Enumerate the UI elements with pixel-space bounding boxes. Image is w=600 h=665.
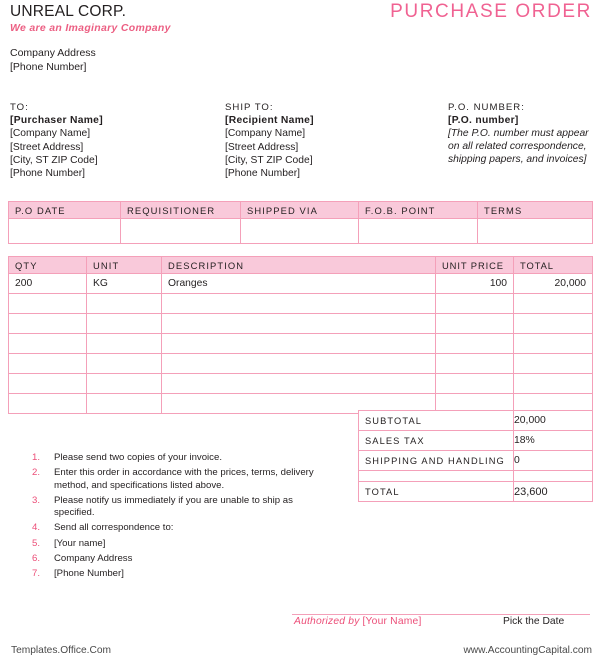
cell-total[interactable]: 20,000 bbox=[514, 274, 593, 294]
cell-unit-price[interactable] bbox=[436, 374, 514, 394]
list-item-number: 2. bbox=[32, 467, 41, 479]
totals-row-sales-tax bbox=[359, 431, 593, 451]
cell-description[interactable]: Oranges bbox=[162, 274, 436, 294]
grand-total-label: TOTAL bbox=[359, 482, 514, 502]
company-name: UNREAL CORP. bbox=[10, 3, 127, 20]
col-unit: UNIT bbox=[87, 257, 162, 274]
list-item-label: Send all correspondence to: bbox=[54, 522, 174, 534]
list-item bbox=[32, 522, 332, 535]
cell-description[interactable] bbox=[162, 294, 436, 314]
po-number-value: [P.O. number] bbox=[448, 115, 519, 127]
cell-unit[interactable] bbox=[87, 314, 162, 334]
cell-description[interactable] bbox=[162, 314, 436, 334]
cell-total[interactable] bbox=[514, 294, 593, 314]
cell-qty[interactable] bbox=[9, 334, 87, 354]
col-shipped-via: SHIPPED VIA bbox=[241, 202, 359, 219]
cell-total[interactable] bbox=[514, 334, 593, 354]
cell-description[interactable] bbox=[162, 374, 436, 394]
po-number-block bbox=[448, 101, 598, 166]
list-item bbox=[32, 467, 332, 492]
signature-rule bbox=[292, 614, 590, 615]
other-label bbox=[359, 471, 514, 482]
list-item-label: [Your name] bbox=[54, 537, 106, 549]
cell-qty[interactable] bbox=[9, 374, 87, 394]
table-row[interactable] bbox=[9, 314, 593, 334]
footer-source-label: Templates.Office.Com bbox=[11, 645, 112, 656]
list-item bbox=[32, 538, 332, 551]
cell-total[interactable] bbox=[514, 374, 593, 394]
list-item bbox=[32, 495, 332, 520]
cell-qty[interactable] bbox=[9, 294, 87, 314]
col-terms: TERMS bbox=[478, 202, 593, 219]
cell-unit-price[interactable] bbox=[436, 314, 514, 334]
cell-qty[interactable] bbox=[9, 314, 87, 334]
cell-unit[interactable]: KG bbox=[87, 274, 162, 294]
col-description: DESCRIPTION bbox=[162, 257, 436, 274]
list-item bbox=[32, 452, 332, 465]
col-po-date: P.O DATE bbox=[9, 202, 121, 219]
cell-qty[interactable]: 200 bbox=[9, 274, 87, 294]
letterhead bbox=[10, 2, 380, 74]
table-row[interactable] bbox=[9, 374, 593, 394]
list-item-number: 4. bbox=[32, 522, 41, 534]
cell-description[interactable] bbox=[162, 354, 436, 374]
field-po-date[interactable] bbox=[9, 219, 121, 244]
list-item bbox=[32, 568, 332, 581]
to-company: [Company Name] bbox=[10, 128, 91, 140]
to-city: [City, ST ZIP Code] bbox=[10, 154, 98, 166]
col-fob-point: F.O.B. POINT bbox=[359, 202, 478, 219]
authorized-by-name[interactable]: [Your Name] bbox=[362, 616, 422, 627]
company-address: Company Address bbox=[10, 47, 96, 59]
to-phone: [Phone Number] bbox=[10, 168, 85, 180]
cell-total[interactable] bbox=[514, 354, 593, 374]
po-number-caption: P.O. NUMBER: bbox=[448, 102, 525, 113]
list-item bbox=[32, 553, 332, 566]
table-row[interactable] bbox=[9, 294, 593, 314]
list-item-label: Please send two copies of your invoice. bbox=[54, 452, 222, 463]
field-terms[interactable] bbox=[478, 219, 593, 244]
list-item-number: 1. bbox=[32, 452, 41, 463]
to-block bbox=[10, 101, 210, 180]
order-info-value-row bbox=[9, 219, 593, 244]
footer-website-link[interactable]: www.AccountingCapital.com bbox=[463, 645, 592, 656]
page-title: PURCHASE ORDER bbox=[390, 1, 592, 22]
ship-to-phone: [Phone Number] bbox=[225, 168, 300, 180]
cell-unit[interactable] bbox=[87, 354, 162, 374]
field-fob-point[interactable] bbox=[359, 219, 478, 244]
cell-unit-price[interactable] bbox=[436, 354, 514, 374]
ship-to-company: [Company Name] bbox=[225, 128, 306, 140]
shipping-value[interactable]: 0 bbox=[514, 451, 593, 471]
cell-unit[interactable] bbox=[87, 394, 162, 414]
signature-line bbox=[294, 616, 422, 627]
table-row[interactable] bbox=[9, 334, 593, 354]
subtotal-value[interactable]: 20,000 bbox=[514, 411, 593, 431]
list-item-number: 3. bbox=[32, 494, 41, 506]
ship-to-caption: SHIP TO: bbox=[225, 102, 274, 113]
ship-to-street: [Street Address] bbox=[225, 141, 299, 153]
list-item-label: [Phone Number] bbox=[54, 567, 124, 579]
totals-row-subtotal bbox=[359, 411, 593, 431]
ship-to-block bbox=[225, 101, 425, 180]
cell-unit-price[interactable] bbox=[436, 334, 514, 354]
order-info-table bbox=[8, 201, 593, 244]
sales-tax-label: SALES TAX bbox=[359, 431, 514, 451]
to-street: [Street Address] bbox=[10, 141, 84, 153]
totals-row-shipping bbox=[359, 451, 593, 471]
grand-total-value: 23,600 bbox=[514, 482, 593, 502]
cell-total[interactable] bbox=[514, 314, 593, 334]
company-phone: [Phone Number] bbox=[10, 60, 87, 73]
list-item-label: Please notify us immediately if you are unable to ship as specified. bbox=[54, 494, 293, 519]
subtotal-label: SUBTOTAL bbox=[359, 411, 514, 431]
cell-description[interactable] bbox=[162, 334, 436, 354]
cell-qty[interactable] bbox=[9, 394, 87, 414]
cell-unit-price[interactable] bbox=[436, 294, 514, 314]
sales-tax-value[interactable]: 18% bbox=[514, 431, 593, 451]
order-info-header-row bbox=[9, 202, 593, 219]
totals-row-other bbox=[359, 471, 593, 482]
cell-unit[interactable] bbox=[87, 334, 162, 354]
to-caption: TO: bbox=[10, 102, 29, 113]
company-tagline: We are an Imaginary Company bbox=[10, 22, 171, 34]
col-qty: QTY bbox=[9, 257, 87, 274]
field-shipped-via[interactable] bbox=[241, 219, 359, 244]
cell-unit[interactable] bbox=[87, 374, 162, 394]
table-row[interactable] bbox=[9, 354, 593, 374]
po-number-note: [The P.O. number must appear on all related correspondence, shipping papers, and invoices] bbox=[448, 128, 589, 166]
list-item-number: 6. bbox=[32, 552, 41, 564]
list-item-label: Company Address bbox=[54, 552, 133, 564]
shipping-label: SHIPPING AND HANDLING bbox=[359, 451, 514, 471]
cell-unit-price[interactable]: 100 bbox=[436, 274, 514, 294]
line-items-table bbox=[8, 256, 593, 414]
col-total: TOTAL bbox=[514, 257, 593, 274]
col-unit-price: UNIT PRICE bbox=[436, 257, 514, 274]
totals-row-total bbox=[359, 482, 593, 502]
signature-date-picker[interactable]: Pick the Date bbox=[503, 616, 565, 627]
instructions-list bbox=[32, 452, 332, 583]
list-item-number: 7. bbox=[32, 567, 41, 579]
list-item-label: Enter this order in accordance with the prices, terms, delivery method, and specifications listed above. bbox=[54, 467, 314, 491]
cell-qty[interactable] bbox=[9, 354, 87, 374]
col-requisitioner: REQUISITIONER bbox=[121, 202, 241, 219]
cell-unit[interactable] bbox=[87, 294, 162, 314]
table-row[interactable] bbox=[9, 274, 593, 294]
to-name: [Purchaser Name] bbox=[10, 115, 103, 127]
totals-table bbox=[358, 410, 593, 502]
line-items-header-row bbox=[9, 257, 593, 274]
ship-to-name: [Recipient Name] bbox=[225, 115, 314, 127]
authorized-by-label: Authorized by bbox=[294, 616, 360, 627]
field-requisitioner[interactable] bbox=[121, 219, 241, 244]
ship-to-city: [City, ST ZIP Code] bbox=[225, 154, 313, 166]
list-item-number: 5. bbox=[32, 537, 41, 549]
other-value[interactable] bbox=[514, 471, 593, 482]
